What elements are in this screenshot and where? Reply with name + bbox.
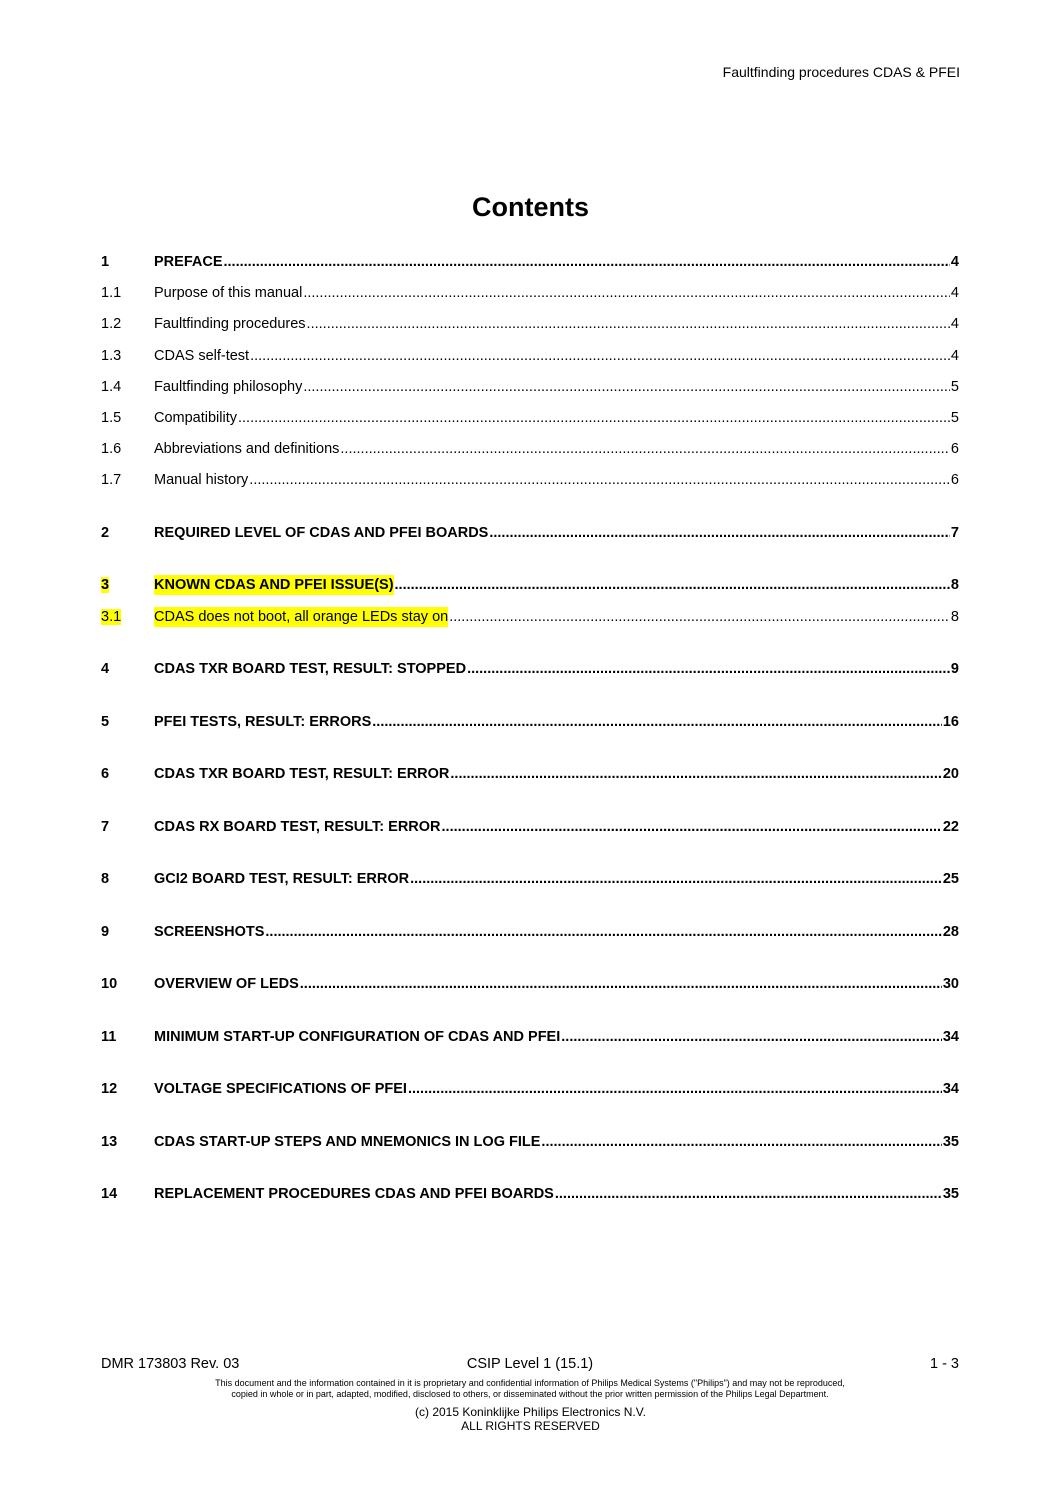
toc-title: CDAS self-test (154, 347, 250, 364)
toc-entry-9[interactable] (101, 922, 959, 942)
toc-page-number: 4 (950, 347, 959, 364)
rights-reserved: ALL RIGHTS RESERVED (461, 1419, 600, 1433)
toc-dot-leader (450, 764, 941, 784)
toc-dot-leader (395, 575, 950, 595)
table-of-contents (101, 252, 959, 1237)
toc-entry-1[interactable] (101, 252, 959, 272)
toc-entry-1-7[interactable] (101, 470, 959, 490)
toc-entry-3-1[interactable] (101, 607, 959, 627)
toc-number: 5 (101, 713, 110, 730)
toc-number: 1 (101, 254, 110, 270)
toc-dot-leader (555, 1184, 942, 1204)
toc-number: 13 (101, 1133, 118, 1150)
toc-entry-5[interactable] (101, 712, 959, 732)
toc-dot-leader (303, 377, 950, 397)
toc-page-number: 35 (942, 1186, 959, 1202)
toc-entry-13[interactable] (101, 1132, 959, 1152)
toc-entry-1-1[interactable] (101, 283, 959, 303)
toc-title: CDAS RX BOARD TEST, RESULT: ERROR (154, 818, 441, 835)
toc-dot-leader (489, 523, 950, 543)
toc-page-number: 16 (942, 713, 959, 730)
toc-entry-10[interactable] (101, 974, 959, 994)
toc-number: 14 (101, 1186, 118, 1202)
toc-number: 1.2 (101, 316, 122, 333)
toc-title: Manual history (154, 472, 249, 489)
toc-entry-4[interactable] (101, 659, 959, 679)
toc-dot-leader (449, 607, 950, 627)
legal-line-1: This document and the information contained in it is proprietary and confidential information of Philips Medical Systems ("Philips") and may not be reproduced, (215, 1378, 845, 1388)
toc-number: 12 (101, 1081, 118, 1097)
toc-page-number: 9 (950, 661, 959, 677)
toc-title: OVERVIEW OF LEDS (154, 976, 299, 992)
toc-entry-11[interactable] (101, 1027, 959, 1047)
toc-entry-14[interactable] (101, 1184, 959, 1204)
toc-title: REPLACEMENT PROCEDURES CDAS AND PFEI BOARDS (154, 1186, 554, 1202)
toc-title: REQUIRED LEVEL OF CDAS AND PFEI BOARDS (154, 524, 489, 541)
toc-number: 1.3 (101, 347, 122, 364)
toc-page-number: 34 (942, 1028, 959, 1045)
toc-dot-leader (307, 314, 950, 334)
toc-entry-1-4[interactable] (101, 377, 959, 397)
toc-dot-leader (265, 922, 941, 942)
toc-number: 1.5 (101, 409, 122, 426)
toc-page-number: 5 (950, 409, 959, 426)
toc-number: 9 (101, 923, 110, 940)
toc-title: CDAS does not boot, all orange LEDs stay on (154, 608, 449, 625)
toc-number: 4 (101, 661, 110, 677)
toc-title: VOLTAGE SPECIFICATIONS OF PFEI (154, 1081, 407, 1097)
toc-page-number: 5 (950, 378, 959, 395)
toc-title: SCREENSHOTS (154, 923, 265, 940)
footer-doc-id: DMR 173803 Rev. 03 (101, 1356, 240, 1372)
toc-title: Purpose of this manual (154, 285, 303, 302)
toc-number: 11 (101, 1028, 117, 1045)
toc-title: PREFACE (154, 254, 223, 270)
toc-page-number: 6 (950, 441, 959, 458)
toc-dot-leader (224, 252, 950, 272)
toc-page-number: 8 (950, 577, 959, 594)
toc-dot-leader (250, 346, 950, 366)
toc-title: CDAS START-UP STEPS AND MNEMONICS IN LOG FILE (154, 1133, 541, 1150)
toc-dot-leader (249, 470, 950, 490)
toc-entry-1-3[interactable] (101, 346, 959, 366)
footer-page-number: 1 - 3 (929, 1356, 959, 1372)
toc-number: 1.6 (101, 441, 122, 458)
toc-number: 7 (101, 818, 110, 835)
toc-page-number: 35 (942, 1133, 959, 1150)
toc-page-number: 7 (950, 524, 959, 541)
running-header: Faultfinding procedures CDAS & PFEI (722, 64, 960, 80)
toc-page-number: 4 (950, 316, 959, 333)
toc-entry-1-6[interactable] (101, 439, 959, 459)
toc-dot-leader (300, 974, 942, 994)
toc-entry-7[interactable] (101, 817, 959, 837)
toc-title: CDAS TXR BOARD TEST, RESULT: ERROR (154, 766, 450, 782)
toc-dot-leader (561, 1027, 942, 1047)
toc-page-number: 28 (942, 923, 959, 940)
toc-number: 1.7 (101, 472, 122, 489)
toc-page-number: 4 (950, 254, 959, 270)
toc-number: 1.4 (101, 378, 122, 395)
toc-dot-leader (467, 659, 950, 679)
toc-number: 8 (101, 871, 110, 887)
page-title: Contents (472, 192, 589, 222)
toc-page-number: 8 (950, 608, 959, 625)
toc-number: 1.1 (101, 285, 122, 302)
toc-page-number: 30 (942, 976, 959, 992)
footer-level: CSIP Level 1 (15.1) (466, 1356, 594, 1372)
toc-entry-1-2[interactable] (101, 314, 959, 334)
toc-dot-leader (303, 283, 950, 303)
footer (101, 1356, 959, 1376)
toc-dot-leader (340, 439, 950, 459)
toc-page-number: 25 (942, 871, 959, 887)
toc-entry-8[interactable] (101, 869, 959, 889)
copyright: (c) 2015 Koninklijke Philips Electronics N.V. (415, 1405, 646, 1419)
toc-dot-leader (372, 712, 942, 732)
toc-page-number: 20 (942, 766, 959, 782)
toc-number: 2 (101, 524, 110, 541)
toc-entry-6[interactable] (101, 764, 959, 784)
toc-title: Faultfinding procedures (154, 316, 306, 333)
toc-entry-3[interactable] (101, 575, 959, 595)
toc-title: PFEI TESTS, RESULT: ERRORS (154, 713, 372, 730)
toc-page-number: 6 (950, 472, 959, 489)
toc-dot-leader (541, 1132, 941, 1152)
toc-title: Faultfinding philosophy (154, 378, 303, 395)
toc-number: 3.1 (101, 608, 122, 625)
toc-dot-leader (238, 408, 950, 428)
toc-title: CDAS TXR BOARD TEST, RESULT: STOPPED (154, 661, 467, 677)
toc-number: 3 (101, 577, 110, 594)
toc-page-number: 34 (942, 1081, 959, 1097)
toc-title: KNOWN CDAS AND PFEI ISSUE(S) (154, 577, 394, 594)
toc-dot-leader (410, 869, 942, 889)
toc-dot-leader (408, 1079, 942, 1099)
toc-page-number: 4 (950, 285, 959, 302)
toc-entry-12[interactable] (101, 1079, 959, 1099)
legal-notice (120, 1378, 940, 1399)
legal-line-2: copied in whole or in part, adapted, modified, disclosed to others, or disseminated without the prior written permission of the Philips Legal Department. (231, 1388, 829, 1399)
toc-dot-leader (442, 817, 942, 837)
toc-title: Abbreviations and definitions (154, 441, 340, 458)
toc-title: GCI2 BOARD TEST, RESULT: ERROR (154, 871, 410, 887)
toc-title: MINIMUM START-UP CONFIGURATION OF CDAS AND PFEI (154, 1028, 561, 1045)
toc-number: 6 (101, 766, 110, 782)
toc-entry-2[interactable] (101, 523, 959, 543)
toc-entry-1-5[interactable] (101, 408, 959, 428)
toc-number: 10 (101, 976, 118, 992)
toc-page-number: 22 (942, 818, 959, 835)
toc-title: Compatibility (154, 409, 237, 426)
